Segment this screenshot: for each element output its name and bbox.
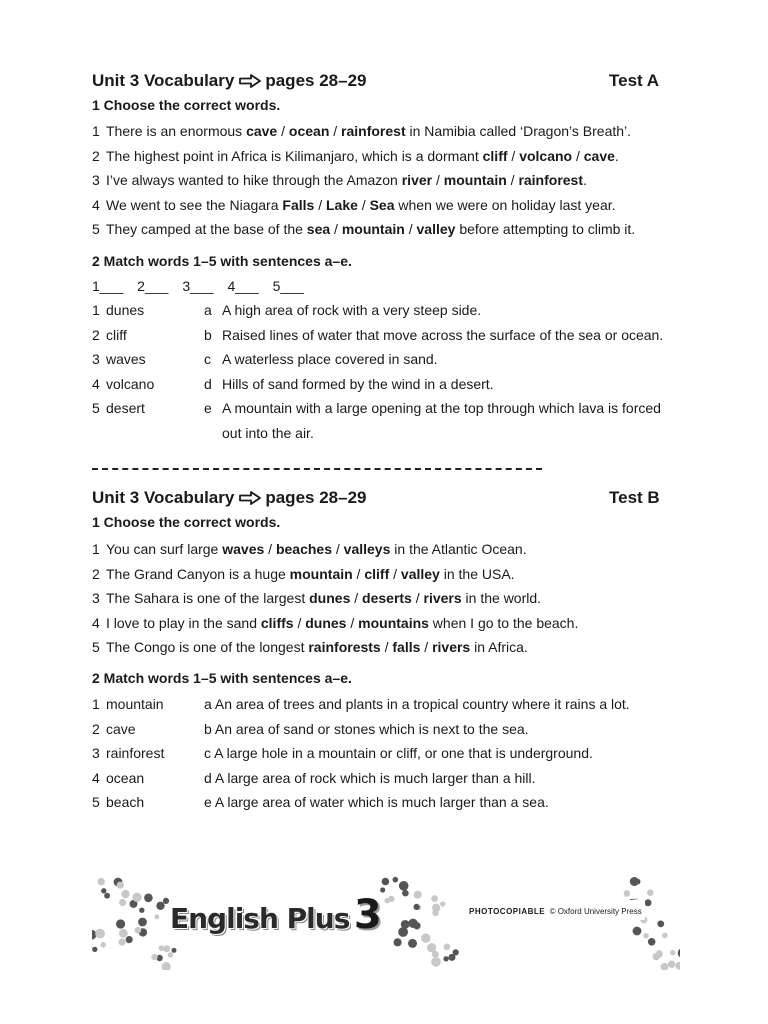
question-text: in Africa.	[470, 639, 528, 655]
decorative-dot	[643, 933, 648, 938]
answer-option[interactable]: dunes	[305, 614, 347, 631]
answer-option[interactable]: cliff	[482, 147, 508, 164]
match-definition: e A large area of water which is much larger than a sea.	[204, 794, 549, 811]
decorative-dot	[440, 901, 445, 906]
answer-option[interactable]: cave	[246, 123, 278, 139]
decorative-dot	[117, 882, 124, 889]
right-arrow-outline-icon	[239, 74, 261, 88]
answer-option[interactable]: cave	[583, 147, 615, 164]
question-number: 5	[92, 221, 100, 237]
question-text: They camped at the base of the	[106, 221, 307, 237]
decorative-dot	[427, 943, 436, 952]
decorative-dot	[413, 922, 420, 929]
unit-title-text: Unit 3 Vocabulary	[92, 488, 235, 507]
question-number: 4	[92, 196, 100, 213]
answer-blank[interactable]: 4___	[227, 278, 259, 294]
word-number: 4	[92, 375, 100, 392]
answer-option[interactable]: valleys	[343, 541, 391, 557]
pages-reference: pages 28–29	[265, 71, 367, 90]
decorative-dot	[633, 927, 642, 936]
question-text: /	[506, 172, 519, 188]
question-text: /	[346, 614, 359, 631]
answer-option[interactable]: Sea	[369, 196, 395, 213]
answer-option[interactable]: volcano	[519, 147, 573, 164]
match-word	[92, 327, 127, 343]
match-definition: b An area of sand or stones which is next to the sea.	[204, 720, 529, 737]
decorative-dot	[135, 927, 142, 934]
decorative-dot	[95, 929, 105, 939]
decorative-dot	[132, 893, 141, 902]
answer-option[interactable]: mountain	[341, 221, 405, 237]
test-b-section2-heading: 2 Match words 1–5 with sentences a–e.	[92, 670, 352, 686]
question-text: We went to see the Niagara	[106, 196, 283, 213]
decorative-dot	[156, 902, 164, 910]
question-line	[92, 541, 527, 557]
decorative-dot	[453, 949, 459, 955]
question-text: /	[411, 590, 424, 606]
decorative-dot	[399, 881, 409, 891]
decorative-dot	[394, 938, 402, 946]
word-text: waves	[106, 351, 146, 367]
question-text: in the Atlantic Ocean.	[390, 541, 527, 557]
question-text: The Sahara is one of the largest	[106, 590, 310, 606]
answer-option[interactable]: valley	[400, 565, 440, 582]
question-number: 4	[92, 614, 100, 631]
decorative-dot	[668, 961, 675, 968]
answer-option[interactable]: mountain	[443, 172, 507, 188]
brand-name: English Plus	[170, 902, 350, 935]
word-text: beach	[106, 794, 145, 811]
decorative-dot	[100, 942, 106, 948]
decorative-dot	[431, 895, 438, 902]
answer-option[interactable]: ocean	[288, 123, 330, 139]
answer-option[interactable]: deserts	[362, 590, 412, 606]
match-definition: A waterless place covered in sand.	[222, 351, 438, 367]
decorative-dot	[92, 947, 97, 952]
match-definition: c A large hole in a mountain or cliff, or one that is underground.	[204, 745, 593, 762]
test-a-section2-heading: 2 Match words 1–5 with sentences a–e.	[92, 253, 352, 269]
word-number: 1	[92, 696, 100, 712]
decorative-dot	[661, 963, 669, 970]
decorative-dot	[645, 899, 652, 906]
word-number: 5	[92, 400, 100, 416]
question-text: when we were on holiday last year.	[394, 196, 616, 213]
copyright-line	[466, 900, 645, 920]
question-line	[92, 123, 631, 139]
match-word	[92, 302, 144, 318]
decorative-dot	[402, 890, 409, 897]
match-word	[92, 721, 136, 737]
decorative-dot	[647, 889, 654, 896]
decorative-dot	[162, 962, 171, 970]
question-text: /	[389, 565, 401, 582]
match-definition: a An area of trees and plants in a tropical country where it rains a lot.	[204, 696, 630, 712]
answer-option[interactable]: river	[401, 172, 433, 188]
match-definition: A mountain with a large opening at the top through which lava is forced	[222, 400, 661, 416]
question-text: /	[293, 614, 306, 631]
decorative-dot	[408, 939, 417, 948]
test-b-section1-heading: 1 Choose the correct words.	[92, 514, 281, 530]
answer-option[interactable]: Falls	[282, 196, 315, 213]
question-text: /	[314, 196, 326, 213]
question-text: /	[277, 123, 289, 139]
footer-banner	[92, 870, 680, 970]
question-text: I’ve always wanted to hike through the Amazon	[106, 172, 402, 188]
question-number: 5	[92, 639, 100, 655]
decorative-dot	[151, 954, 157, 960]
answer-option[interactable]: waves	[222, 541, 265, 557]
word-text: cliff	[106, 326, 127, 343]
answer-option[interactable]: sea	[306, 221, 331, 237]
question-text: /	[330, 221, 342, 237]
word-text: ocean	[106, 769, 145, 786]
word-number: 1	[92, 302, 100, 318]
answer-option[interactable]: rainforests	[308, 639, 381, 655]
question-text: You can surf large	[106, 541, 223, 557]
word-number: 2	[92, 326, 100, 343]
answer-option[interactable]: rivers	[423, 590, 462, 606]
definition-letter: a	[204, 302, 212, 318]
decorative-dot	[393, 877, 399, 883]
decorative-dot	[648, 938, 656, 946]
test-a-title	[92, 71, 366, 91]
question-text: /	[420, 639, 433, 655]
question-text: when I go to the beach.	[428, 614, 579, 631]
word-number: 4	[92, 769, 100, 786]
decorative-dot	[168, 952, 173, 957]
decorative-dot	[119, 899, 126, 906]
question-number: 3	[92, 590, 100, 606]
answer-blank[interactable]: 5___	[272, 278, 304, 294]
answer-option[interactable]: cliffs	[260, 614, 294, 631]
question-text: /	[572, 147, 584, 164]
word-number: 3	[92, 745, 100, 762]
question-text: in the world.	[461, 590, 542, 606]
question-line	[92, 172, 587, 188]
question-text: /	[507, 147, 520, 164]
photocopiable-label: PHOTOCOPIABLE	[469, 907, 546, 916]
answer-blank[interactable]: 2___	[137, 278, 169, 294]
definition-continuation: out into the air.	[222, 425, 314, 441]
decorative-dot	[163, 945, 170, 952]
decorative-dot	[431, 957, 441, 967]
decorative-dot	[675, 962, 680, 970]
decorative-dot	[657, 921, 664, 928]
decorative-dot	[382, 878, 390, 886]
answer-option[interactable]: falls	[392, 639, 421, 655]
decorative-dot	[121, 890, 129, 898]
question-line	[92, 197, 616, 213]
match-definition: Raised lines of water that move across the surface of the sea or ocean.	[222, 326, 664, 343]
question-text: in the USA.	[439, 565, 515, 582]
question-number: 3	[92, 172, 100, 188]
cut-line-divider	[92, 468, 542, 470]
answer-blank[interactable]: 1___	[92, 278, 124, 294]
match-definition: A high area of rock with a very steep side.	[222, 302, 482, 318]
decorative-dot	[670, 950, 675, 955]
decorative-dot	[414, 904, 420, 910]
question-text: in Namibia called ‘Dragon’s Breath’.	[405, 123, 632, 139]
question-line	[92, 221, 635, 237]
match-word	[92, 696, 164, 712]
match-definition: d A large area of rock which is much larger than a hill.	[204, 769, 536, 786]
decorative-dot	[138, 918, 147, 927]
question-text: I love to play in the sand	[106, 614, 261, 631]
decorative-dot	[116, 919, 125, 928]
question-line	[92, 566, 515, 582]
decorative-dot	[656, 950, 663, 957]
definition-letter: b	[204, 326, 212, 343]
match-word	[92, 745, 164, 761]
right-arrow-outline-icon	[239, 491, 261, 505]
answer-option[interactable]: mountains	[358, 614, 429, 631]
definition-letter: c	[204, 351, 211, 367]
word-text: volcano	[106, 375, 155, 392]
brand-logo	[170, 892, 382, 938]
word-text: mountain	[106, 696, 164, 712]
question-text: The highest point in Africa is Kilimanjaro, which is a dormant	[106, 147, 483, 164]
decorative-dot	[104, 893, 110, 899]
question-text: .	[614, 147, 619, 164]
question-text: /	[357, 196, 370, 213]
decorative-dot	[432, 910, 439, 917]
decorative-dot	[119, 939, 126, 946]
word-text: dunes	[106, 302, 145, 318]
test-b-label: Test B	[609, 488, 660, 507]
test-b-title	[92, 488, 366, 508]
definition-letter: d	[204, 375, 212, 392]
question-text: /	[352, 565, 365, 582]
match-word	[92, 770, 144, 786]
question-number: 2	[92, 147, 100, 164]
definition-letter: e	[204, 400, 212, 416]
decorative-dot	[443, 956, 448, 961]
question-text: /	[329, 123, 342, 139]
decorative-dot	[98, 878, 105, 885]
decorative-dot	[421, 934, 430, 943]
answer-option[interactable]: rainforest	[518, 172, 584, 188]
question-text: .	[583, 172, 587, 188]
question-text: /	[432, 172, 444, 188]
answer-option[interactable]: rivers	[432, 639, 471, 655]
answer-option[interactable]: Lake	[325, 196, 358, 213]
word-number: 2	[92, 720, 100, 737]
question-line	[92, 615, 578, 631]
decorative-dot	[119, 929, 128, 938]
question-number: 1	[92, 541, 100, 557]
decorative-dot	[678, 948, 680, 958]
question-text: /	[264, 541, 276, 557]
publisher-credit: © Oxford University Press	[549, 907, 642, 916]
question-text: /	[350, 590, 363, 606]
answer-option[interactable]: cliff	[364, 565, 390, 582]
unit-title-text: Unit 3 Vocabulary	[92, 71, 235, 90]
question-line	[92, 639, 528, 655]
question-text: /	[332, 541, 344, 557]
question-text: The Grand Canyon is a huge	[106, 565, 290, 582]
answer-blanks	[92, 278, 318, 294]
question-number: 2	[92, 565, 100, 582]
decorative-dot	[401, 920, 410, 929]
question-text: before attempting to climb it.	[455, 221, 636, 237]
match-word	[92, 376, 154, 392]
brand-level-number: 3	[353, 892, 382, 938]
match-definition: Hills of sand formed by the wind in a desert.	[222, 375, 494, 392]
decorative-dot	[624, 890, 631, 897]
word-number: 3	[92, 351, 100, 367]
answer-option[interactable]: beaches	[275, 541, 332, 557]
word-text: cave	[106, 720, 136, 737]
question-text: /	[380, 639, 393, 655]
decorative-dot	[101, 888, 106, 893]
answer-option[interactable]: dunes	[309, 590, 351, 606]
question-number: 1	[92, 123, 100, 139]
decorative-dot	[139, 908, 144, 913]
decorative-dot	[154, 914, 159, 919]
word-text: rainforest	[106, 745, 165, 762]
match-word	[92, 400, 145, 416]
decorative-dot	[163, 898, 169, 904]
decorative-dot	[126, 936, 133, 943]
pages-reference: pages 28–29	[265, 488, 367, 507]
decorative-dot	[172, 948, 177, 953]
question-text: /	[404, 221, 417, 237]
decorative-dot	[414, 891, 422, 899]
decorative-dot	[144, 894, 153, 903]
question-line	[92, 148, 619, 164]
word-text: desert	[106, 400, 145, 416]
question-line	[92, 590, 541, 606]
test-a-section1-heading: 1 Choose the correct words.	[92, 97, 281, 113]
match-word	[92, 794, 144, 810]
answer-blank[interactable]: 3___	[182, 278, 214, 294]
answer-option[interactable]: mountain	[289, 565, 353, 582]
question-text: There is an enormous	[106, 123, 247, 139]
decorative-dot	[444, 944, 451, 951]
answer-option[interactable]: rainforest	[341, 123, 406, 139]
answer-option[interactable]: valley	[416, 221, 456, 237]
decorative-dot	[662, 933, 668, 939]
decorative-dot	[384, 898, 389, 903]
word-number: 5	[92, 794, 100, 811]
decorative-dot	[635, 879, 641, 885]
test-a-label: Test A	[609, 71, 660, 90]
match-word	[92, 351, 146, 367]
question-text: The Congo is one of the longest	[106, 639, 309, 655]
